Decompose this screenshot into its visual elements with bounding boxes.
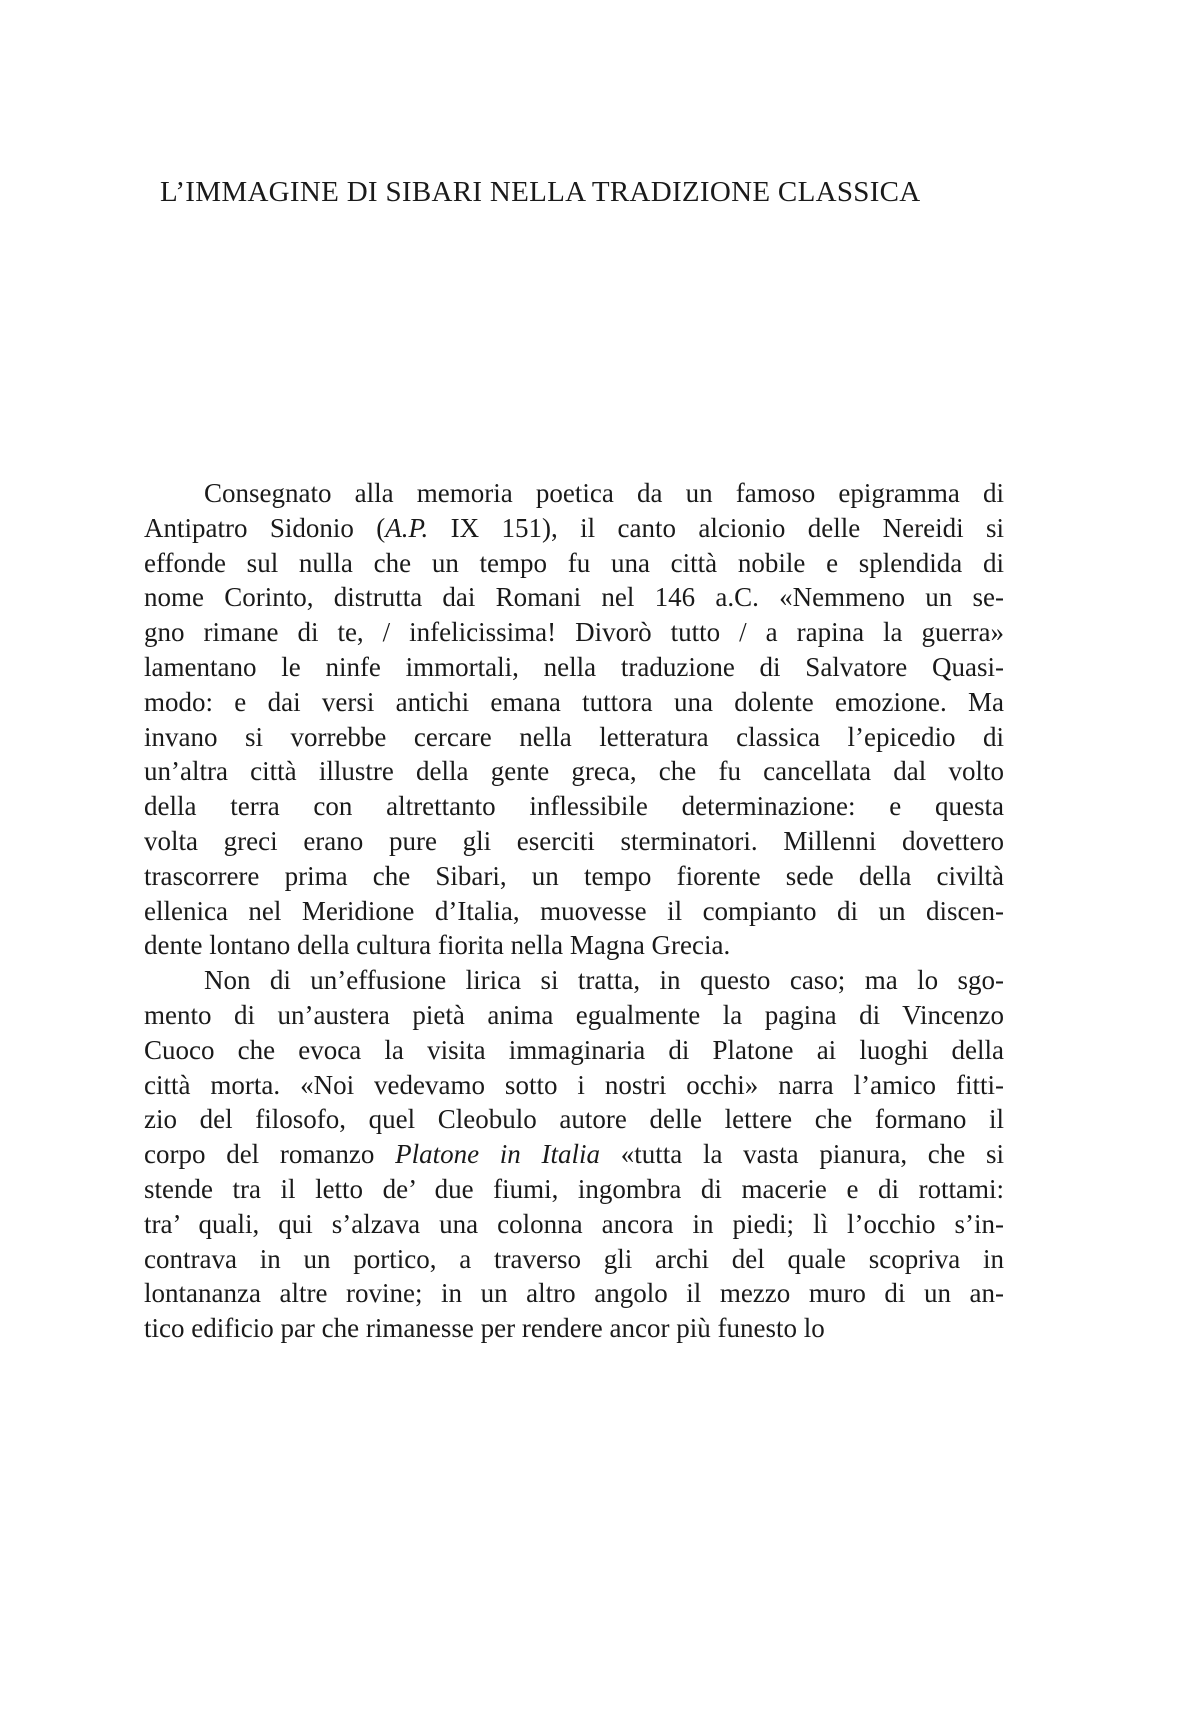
italic-segment: A.P. <box>385 512 429 543</box>
text-segment: tico edificio par che rimanesse per rendere ancor più funesto lo <box>144 1313 825 1344</box>
text-line <box>144 685 1004 720</box>
text-segment: mento di un’austera pietà anima egualmente la pagina di Vincenzo <box>144 999 1004 1030</box>
text-line <box>144 1207 1004 1242</box>
page-title: L’IMMAGINE DI SIBARI NELLA TRADIZIONE CLASSICA <box>160 176 921 208</box>
text-line <box>144 511 1004 546</box>
text-segment: Consegnato alla memoria poetica da un famoso epigramma di <box>204 478 1004 508</box>
text-line <box>144 754 1004 789</box>
text-segment: invano si vorrebbe cercare nella letteratura classica l’epicedio di <box>144 721 1004 752</box>
text-line <box>144 650 1004 685</box>
text-line <box>144 1068 1004 1103</box>
text-segment: lamentano le ninfe immortali, nella traduzione di Salvatore Quasi- <box>144 651 1004 682</box>
text-segment: stende tra il letto de’ due fiumi, ingombra di macerie e di rottami: <box>144 1173 1004 1204</box>
paragraph <box>144 963 1004 1346</box>
text-segment: zio del filosofo, quel Cleobulo autore delle lettere che formano il <box>144 1104 1004 1135</box>
text-segment: città morta. «Noi vedevamo sotto i nostri occhi» narra l’amico fitti- <box>144 1069 1004 1100</box>
text-line <box>144 894 1004 929</box>
body-text <box>144 476 1004 1346</box>
italic-segment: Platone in Italia <box>395 1139 601 1170</box>
text-line <box>144 1311 1004 1346</box>
text-segment: IX 151), il canto alcionio delle Nereidi si <box>428 512 1004 543</box>
text-line <box>144 928 1004 963</box>
paragraph <box>144 476 1004 963</box>
text-line <box>144 1102 1004 1137</box>
text-segment: Non di un’effusione lirica si tratta, in questo caso; ma lo sgo- <box>204 965 1004 996</box>
text-segment: nome Corinto, distrutta dai Romani nel 146 a.C. «Nemmeno un se- <box>144 582 1004 613</box>
text-line <box>144 824 1004 859</box>
text-line <box>144 1033 1004 1068</box>
text-line <box>144 1242 1004 1277</box>
text-segment: corpo del romanzo <box>144 1139 396 1170</box>
text-segment: effonde sul nulla che un tempo fu una città nobile e splendida di <box>144 547 1004 578</box>
text-segment: volta greci erano pure gli eserciti sterminatori. Millenni dovettero <box>144 825 1004 856</box>
text-segment: gno rimane di te, / infelicissima! Divorò tutto / a rapina la guerra» <box>144 617 1004 648</box>
text-segment: Antipatro Sidonio ( <box>144 512 386 543</box>
text-segment: modo: e dai versi antichi emana tuttora una dolente emozione. Ma <box>144 686 1004 717</box>
text-line <box>144 615 1004 650</box>
text-segment: dente lontano della cultura fiorita nella Magna Grecia. <box>144 930 731 961</box>
text-segment: della terra con altrettanto inflessibile determinazione: e questa <box>144 791 1004 822</box>
text-line <box>144 859 1004 894</box>
text-segment: trascorrere prima che Sibari, un tempo fiorente sede della civiltà <box>144 860 1004 891</box>
text-line <box>144 789 1004 824</box>
text-line <box>144 580 1004 615</box>
text-segment: «tutta la vasta pianura, che si <box>600 1139 1005 1170</box>
text-segment: un’altra città illustre della gente greca, che fu cancellata dal volto <box>144 756 1004 787</box>
text-segment: ellenica nel Meridione d’Italia, muovesse il compianto di un discen- <box>144 895 1004 926</box>
text-segment: tra’ quali, qui s’alzava una colonna ancora in piedi; lì l’occhio s’in- <box>144 1208 1004 1239</box>
text-segment: Cuoco che evoca la visita immaginaria di Platone ai luoghi della <box>144 1034 1004 1065</box>
text-line <box>144 1276 1004 1311</box>
text-line <box>144 476 1004 511</box>
text-segment: lontananza altre rovine; in un altro angolo il mezzo muro di un an- <box>144 1278 1004 1309</box>
text-line <box>144 1137 1004 1172</box>
text-line <box>144 1172 1004 1207</box>
text-line <box>144 546 1004 581</box>
text-line <box>144 963 1004 998</box>
text-segment: contrava in un portico, a traverso gli archi del quale scopriva in <box>144 1243 1004 1274</box>
text-line <box>144 998 1004 1033</box>
text-line <box>144 720 1004 755</box>
